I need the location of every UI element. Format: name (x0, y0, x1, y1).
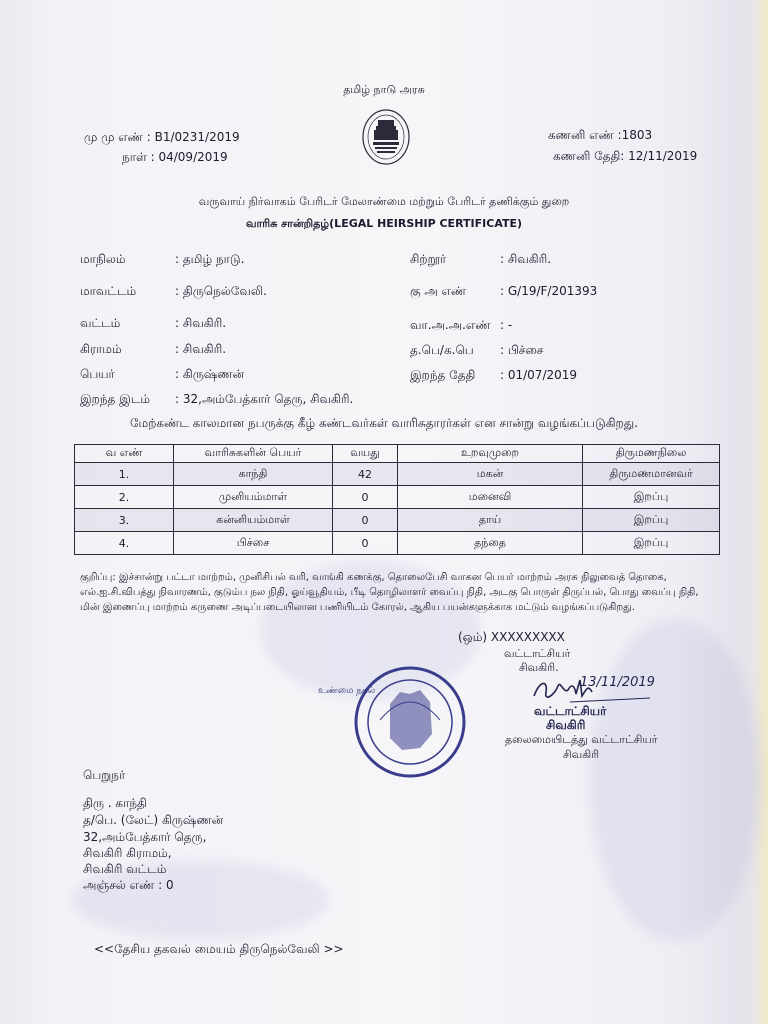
serial-cell: 2. (75, 486, 174, 509)
state-emblem-icon (361, 108, 411, 166)
scan-smudge (590, 620, 760, 940)
heir-name-cell: காந்தி (174, 463, 333, 486)
declaration-text: மேற்கண்ட காலமான நபருக்கு கீழ் கண்டவர்கள் வாரிசுதாரர்கள் என சான்று வழங்கப்படுகிறது. (130, 416, 638, 430)
serial-cell: 3. (75, 509, 174, 532)
heir-name-cell: கன்னியம்மாள் (174, 509, 333, 532)
recipient-father: த/பெ. (லேட்) கிருஷ்ணன் (83, 813, 224, 827)
department-title: வருவாய் நிர்வாகம் பேரிடர் மேலாண்மை மற்றும் பேரிடர் தணிக்கும் துறை (198, 195, 570, 208)
district-value: : திருநெல்வேலி. (175, 284, 267, 298)
age-cell: 42 (333, 463, 398, 486)
issue-date: நாள் : 04/09/2019 (122, 150, 228, 164)
heir-name-cell: முனியம்மாள் (174, 486, 333, 509)
recipient-label: பெறுநர் (83, 768, 126, 782)
taluk-value: : சிவகிரி. (175, 316, 227, 330)
table-row (75, 509, 720, 532)
death-date-label: இறந்த தேதி (410, 368, 476, 382)
age-cell: 0 (333, 532, 398, 555)
village-label: கிராமம் (80, 342, 122, 356)
stamp-place: சிவகிரி (546, 718, 586, 732)
reference-number: மு மு எண் : B1/0231/2019 (84, 130, 240, 144)
firka-value: : சிவகிரி. (500, 252, 552, 266)
marital-cell: இறப்பு (583, 509, 720, 532)
ku-label: கு அ எண் (410, 284, 467, 298)
table-row (75, 486, 720, 509)
table-row (75, 463, 720, 486)
age-cell: 0 (333, 509, 398, 532)
table-row (75, 532, 720, 555)
note-line-1: குறிப்பு: இச்சான்று பட்டா மாற்றம், முனிசிபல் வரி, வாங்கி கணக்கு, தொலைபேசி வாகன பெயர் மாற்றம் அரசு நிலுவைத் தொகை, (80, 572, 667, 583)
vaa-value: : - (500, 318, 513, 332)
recipient-pincode: அஞ்சல் எண் : 0 (83, 878, 174, 892)
ku-value: : G/19/F/201393 (500, 284, 598, 298)
stamp-title: வட்டாட்சியர் (534, 704, 607, 718)
table-header-row (75, 445, 720, 463)
heir-name-cell: பிச்சை (174, 532, 333, 555)
serial-cell: 4. (75, 532, 174, 555)
col-marital-header: திருமணநிலை (583, 445, 720, 463)
taluk-label: வட்டம் (80, 316, 121, 330)
village-value: : சிவகிரி. (175, 342, 227, 356)
age-cell: 0 (333, 486, 398, 509)
footer-text: <<தேசிய தகவல் மையம் திருநெல்வேலி >> (94, 942, 344, 956)
note-line-3: மின் இணைப்பு மாற்றம் கருணை அடிப்படையிலான பணியிடம் கோரல், ஆகிய பயன்களுக்காக மட்டும் வழங்கப்படுகிறது. (80, 602, 635, 613)
relation-cell: தந்தை (398, 532, 583, 555)
hq-designation: தலைமையிடத்து வட்டாட்சியர் (505, 733, 658, 746)
serial-cell: 1. (75, 463, 174, 486)
note-line-2: எல்.ஐ.சி.விபத்து நிவாரணம், குடும்ப நல நிதி, ஓய்வூதியம், பீடி தொழிலாளர் வைப்பு நிதி, அடகு பொருள் திருப்பல், பொது வைப்பு நிதி, (80, 587, 699, 598)
death-place-value: : 32,அம்பேத்கார் தெரு, சிவகிரி. (175, 392, 354, 406)
district-label: மாவட்டம் (80, 284, 137, 298)
recipient-street: 32,அம்பேத்கார் தெரு, (83, 830, 207, 844)
col-name-header: வாரிசுகளின் பெயர் (174, 445, 333, 463)
father-label: த.பெ/க.பெ (410, 343, 474, 357)
state-label: மாநிலம் (80, 252, 126, 266)
handwritten-date: 13/11/2019 (580, 675, 655, 690)
col-age-header: வயது (333, 445, 398, 463)
col-relation-header: உறவுமுறை (398, 445, 583, 463)
father-value: : பிச்சை (500, 343, 544, 357)
marital-cell: திருமணமானவர் (583, 463, 720, 486)
computer-date: கணனி தேதி: 12/11/2019 (553, 149, 698, 163)
seal-top-text: உண்மை நகல் (318, 686, 376, 696)
recipient-taluk: சிவகிரி வட்டம் (83, 862, 167, 876)
recipient-village: சிவகிரி கிராமம், (83, 846, 172, 860)
state-value: : தமிழ் நாடு. (175, 252, 245, 266)
name-value: : கிருஷ்ணன் (175, 367, 245, 381)
certificate-title: வாரிசு சான்றிதழ்(LEGAL HEIRSHIP CERTIFICATE) (245, 217, 523, 230)
marital-cell: இறப்பு (583, 486, 720, 509)
col-serial-header: வ எண் (75, 445, 174, 463)
firka-label: சிற்றூர் (410, 252, 447, 266)
relation-cell: மனைவி (398, 486, 583, 509)
hq-place: சிவகிரி (563, 748, 600, 761)
vaa-label: வா.அ.அ.எண் (410, 318, 491, 332)
official-seal-icon (340, 664, 480, 784)
computer-number: கணனி எண் :1803 (548, 128, 653, 142)
government-title: தமிழ் நாடு அரசு (343, 83, 425, 96)
relation-cell: தாய் (398, 509, 583, 532)
signatory-designation: வட்டாட்சியர் (504, 647, 571, 660)
marital-cell: இறப்பு (583, 532, 720, 555)
relation-cell: மகன் (398, 463, 583, 486)
death-place-label: இறந்த இடம் (80, 392, 151, 406)
heirs-table (74, 444, 720, 555)
recipient-name: திரு . காந்தி (83, 796, 147, 810)
name-label: பெயர் (80, 367, 115, 381)
signed-by: (ஒம்) XXXXXXXXX (458, 630, 565, 644)
signatory-place: சிவகிரி. (519, 661, 559, 674)
death-date-value: : 01/07/2019 (500, 368, 578, 382)
